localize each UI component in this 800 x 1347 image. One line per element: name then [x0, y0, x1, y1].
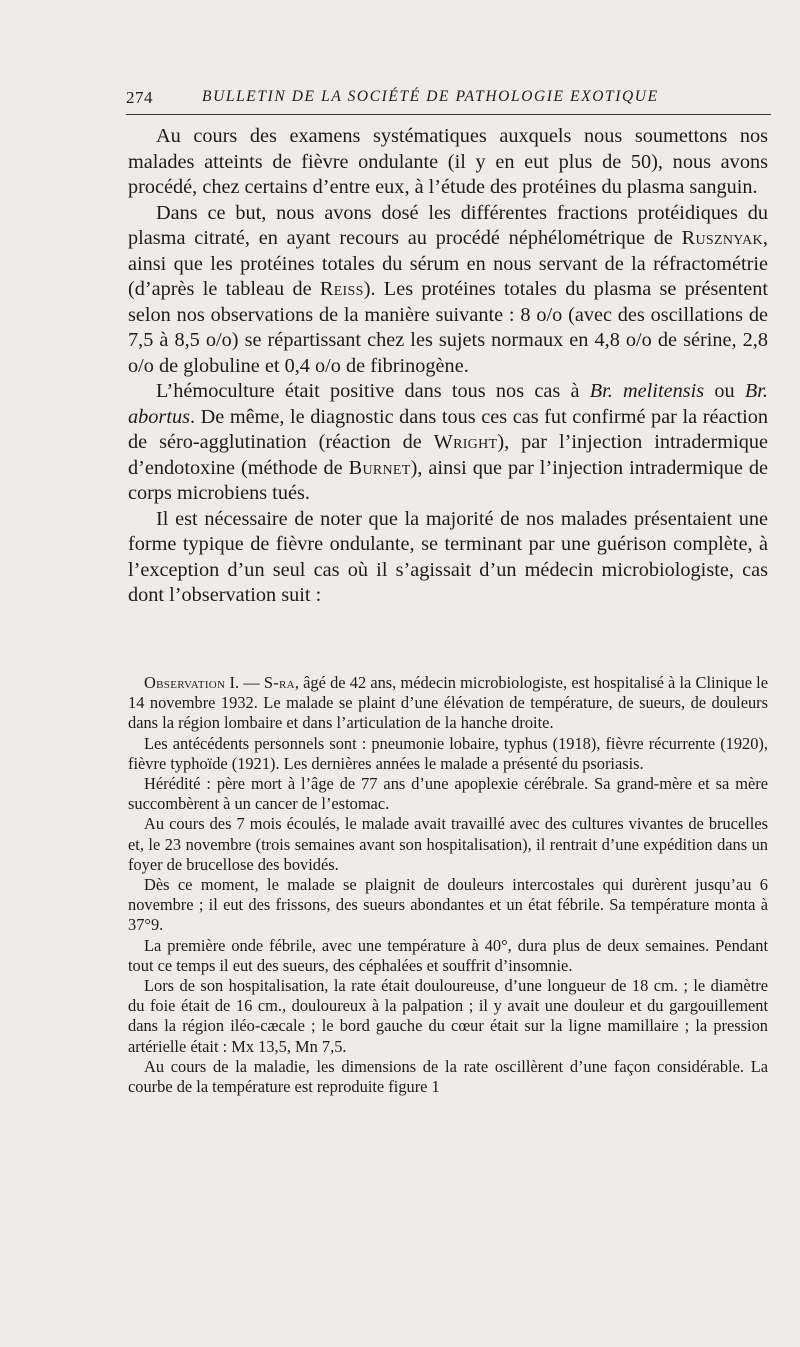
text-run: . De même, le diagnostic dans tous ces cas fut confirmé par la réaction de séro-agglutination (réaction de [128, 405, 768, 453]
text-run: ), par l’injection intradermique d’endotoxine (méthode de [128, 431, 768, 479]
observation-history: Les antécédents personnels sont : pneumonie lobaire, typhus (1918), fièvre récurrente (1920), fièvre typhoïde (1921). Les dernières années le malade a présenté du psoriasis. [128, 733, 768, 773]
observation-onset: Dès ce moment, le malade se plaignit de douleurs intercostales qui durèrent jusqu’au 6 novembre ; il eut des frissons, des sueurs abondantes et un état fébrile. Sa température monta à 37°9. [128, 875, 768, 935]
text-run: , âgé de 42 ans, médecin microbiologiste, est hospitalisé à la Clinique le 14 novembre 1932. Le malade se plaint d’une élévation de température, de sueurs, de douleurs dans la région lombaire et dans l’articulation de la hanche droite. [128, 673, 768, 733]
text-run: ), ainsi que par l’injection intradermique de corps microbiens tués. [128, 456, 768, 504]
author-name: Wright [433, 431, 498, 453]
page-header [126, 88, 771, 115]
observation-heredity: Hérédité : père mort à l’âge de 77 ans d’une apoplexie cérébrale. Sa grand-mère et sa mère succombèrent à un cancer de l’estomac. [128, 774, 768, 814]
text-run: ou [704, 380, 745, 402]
patient-initials: S-ra [263, 673, 295, 692]
paragraph-hemoculture [128, 379, 768, 507]
observation-examination: Lors de son hospitalisation, la rate était douloureuse, d’une longueur de 18 cm. ; le diamètre du foie était de 16 cm., douloureux à la palpation ; il y avait une douleur et du gargouillement dans la région iléo-cæcale ; le bord gauche du cœur était sur la ligne mamillaire ; la pression artérielle était : Mx 13,5, Mn 7,5. [128, 976, 768, 1056]
paragraph-methods [128, 201, 768, 380]
observation-label: Observation [144, 673, 226, 692]
text-run: Dans ce but, nous avons dosé les différentes fractions protéidiques du plasma citraté, en ayant recours au procédé néphélométrique de [128, 201, 768, 249]
species-name: Br. abortus [128, 380, 768, 428]
author-name: Rusznyak [681, 227, 763, 249]
text-run: L’hémoculture était positive dans tous nos cas à [156, 380, 590, 402]
main-text [128, 124, 768, 609]
observation-exposure: Au cours des 7 mois écoulés, le malade avait travaillé avec des cultures vivantes de brucelles et, le 23 novembre (trois semaines avant son hospitalisation), il rentrait d’une expédition dans un foyer de brucellose des bovidés. [128, 814, 768, 874]
paragraph-protein-study: Au cours des examens systématiques auxquels nous soumettons nos malades atteints de fièvre ondulante (il y en eut plus de 50), nous avons procédé, chez certains d’entre eux, à l’étude des protéines du plasma sanguin. [128, 125, 768, 198]
running-title: BULLETIN DE LA SOCIÉTÉ DE PATHOLOGIE EXOTIQUE [202, 88, 659, 105]
observation-intro [128, 673, 768, 734]
author-name: Burnet [348, 456, 411, 479]
observation-fever-wave: La première onde fébrile, avec une température à 40°, dura plus de deux semaines. Pendant tout ce temps il eut des sueurs, des céphalées et souffrit d’insomnie. [128, 935, 768, 975]
paragraph-majority: Il est nécessaire de noter que la majorité de nos malades présentaient une forme typique de fièvre ondulante, se terminant par une guérison complète, à l’exception d’un seul cas où il s’agissait d’un médecin microbiologiste, cas dont l’observation suit : [128, 507, 768, 606]
species-name: Br. melitensis [589, 380, 705, 402]
page-number: 274 [126, 88, 153, 107]
text-run: , ainsi que les protéines totales du sérum en nous servant de la réfractométrie (d’après le tableau de [128, 227, 768, 300]
observation-section [128, 673, 768, 1097]
text-run: ). Les protéines totales du plasma se présentent selon nos observations de la manière suivante : 8 o/o (avec des oscillations de 7,5 à 8,5 o/o) se répartissant chez les sujets normaux en 4,8 o/o de sérine, 2,8 o/o de globuline et 0,4 o/o de fibrinogène. [128, 278, 768, 377]
author-name: Reiss [319, 278, 364, 300]
text-run: I. — [225, 673, 264, 692]
observation-course: Au cours de la maladie, les dimensions de la rate oscillèrent d’une façon considérable. La courbe de la température est reproduite figure 1 [128, 1056, 768, 1097]
